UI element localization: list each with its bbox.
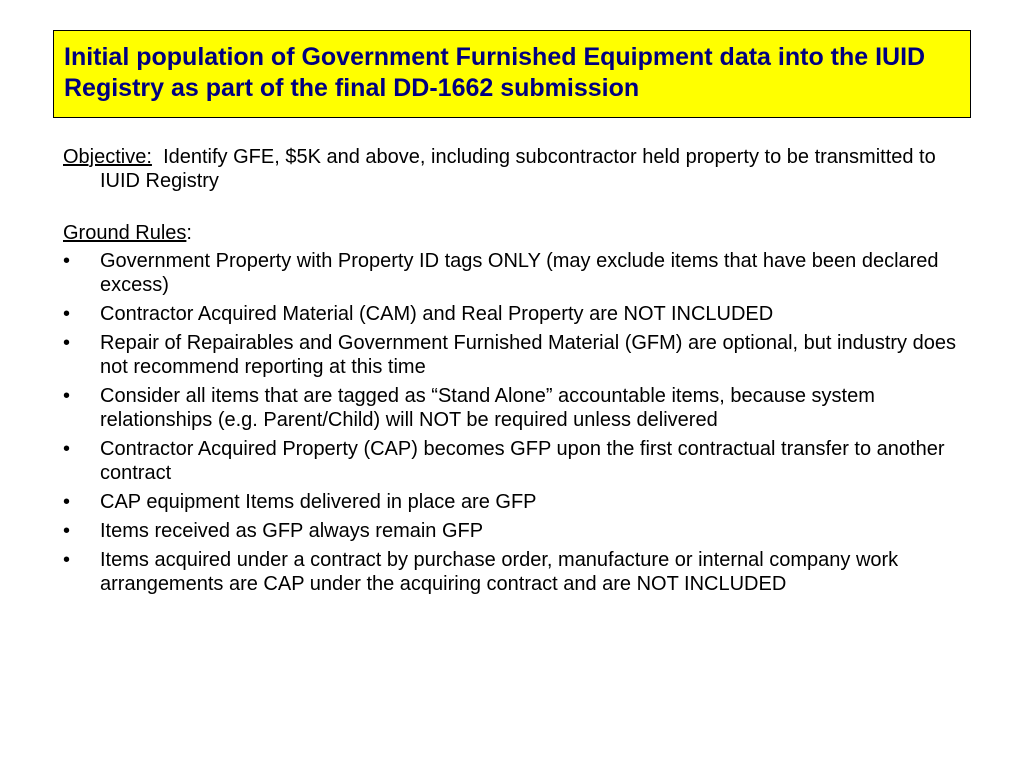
ground-rules-colon: :	[186, 222, 192, 244]
ground-rules-heading	[63, 221, 968, 245]
rule-text: Contractor Acquired Material (CAM) and Real Property are NOT INCLUDED	[100, 303, 774, 325]
objective-label: Objective:	[63, 146, 152, 168]
slide-title-box	[53, 30, 971, 118]
list-item	[63, 548, 968, 596]
list-item	[63, 249, 968, 297]
bullet-glyph: •	[63, 549, 71, 571]
list-item	[63, 331, 968, 379]
objective-paragraph	[63, 145, 968, 193]
list-item	[63, 490, 968, 514]
rule-text: CAP equipment Items delivered in place are GFP	[100, 491, 537, 513]
list-item	[63, 302, 968, 326]
ground-rules-list	[63, 249, 968, 596]
bullet-glyph: •	[63, 491, 71, 513]
bullet-glyph: •	[63, 303, 71, 325]
list-item	[63, 384, 968, 432]
bullet-glyph: •	[63, 438, 71, 460]
bullet-glyph: •	[63, 520, 71, 542]
objective-text: Identify GFE, $5K and above, including subcontractor held property to be transmitted to IUID Registry	[100, 146, 936, 192]
bullet-glyph: •	[63, 250, 71, 272]
slide-body	[63, 145, 968, 601]
rule-text: Consider all items that are tagged as “Stand Alone” accountable items, because system relationships (e.g. Parent/Child) will NOT be required unless delivered	[100, 385, 875, 431]
slide-title: Initial population of Government Furnished Equipment data into the IUID Registry as part of the final DD-1662 submission	[64, 43, 926, 102]
rule-text: Contractor Acquired Property (CAP) becomes GFP upon the first contractual transfer to another contract	[100, 438, 945, 484]
bullet-glyph: •	[63, 332, 71, 354]
list-item	[63, 437, 968, 485]
list-item	[63, 519, 968, 543]
rule-text: Items received as GFP always remain GFP	[100, 520, 484, 542]
rule-text: Repair of Repairables and Government Furnished Material (GFM) are optional, but industry does not recommend reporting at this time	[100, 332, 956, 378]
bullet-glyph: •	[63, 385, 71, 407]
ground-rules-label: Ground Rules	[63, 222, 187, 244]
rule-text: Items acquired under a contract by purchase order, manufacture or internal company work arrangements are CAP under the acquiring contract and are NOT INCLUDED	[100, 549, 899, 595]
rule-text: Government Property with Property ID tags ONLY (may exclude items that have been declared excess)	[100, 250, 939, 296]
